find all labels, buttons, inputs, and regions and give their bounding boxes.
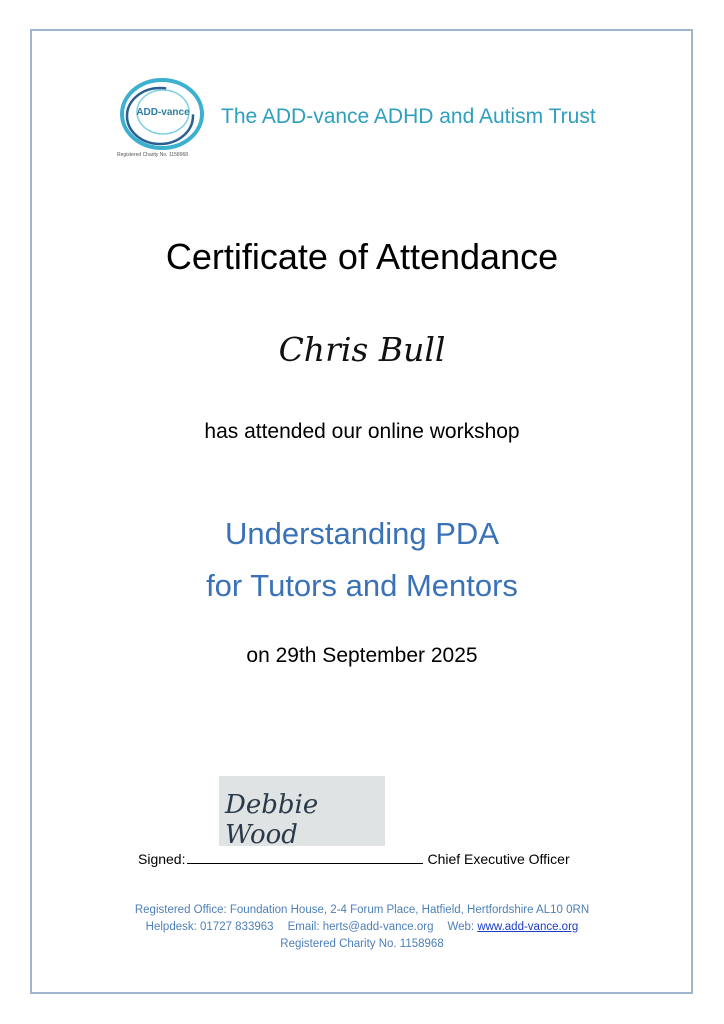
logo-registration: Registered Charity No. 1158968: [117, 152, 189, 158]
footer-web-link[interactable]: www.add-vance.org: [477, 921, 579, 933]
add-vance-logo: [117, 76, 222, 168]
footer-helpdesk: Helpdesk: 01727 833963: [145, 921, 274, 933]
footer-web-label: Web:: [447, 921, 475, 933]
course-title: [0, 508, 724, 612]
certificate-title: Certificate of Attendance: [165, 236, 559, 277]
footer-contact: [0, 921, 724, 933]
attended-text: has attended our online workshop: [204, 420, 520, 443]
footer-charity: Registered Charity No. 1158968: [280, 938, 444, 950]
course-title-line2: for Tutors and Mentors: [206, 568, 518, 603]
signature-line: [138, 849, 570, 867]
signed-label: Signed:: [138, 851, 186, 867]
recipient-name: Chris Bull: [278, 330, 446, 369]
signature-handwriting: Debbie Wood: [225, 790, 319, 850]
organization-name: The ADD-vance ADHD and Autism Trust: [221, 105, 596, 128]
attendance-date: on 29th September 2025: [246, 644, 478, 667]
signature-underline: [187, 849, 423, 864]
footer-address: Registered Office: Foundation House, 2-4 Forum Place, Hatfield, Hertfordshire AL10 0RN: [134, 904, 590, 916]
logo-text: ADD-vance: [136, 107, 190, 118]
signer-role: Chief Executive Officer: [427, 851, 570, 867]
signature-image: [219, 776, 385, 850]
course-title-line1: Understanding PDA: [225, 516, 499, 551]
footer-email: Email: herts@add-vance.org: [287, 921, 434, 933]
